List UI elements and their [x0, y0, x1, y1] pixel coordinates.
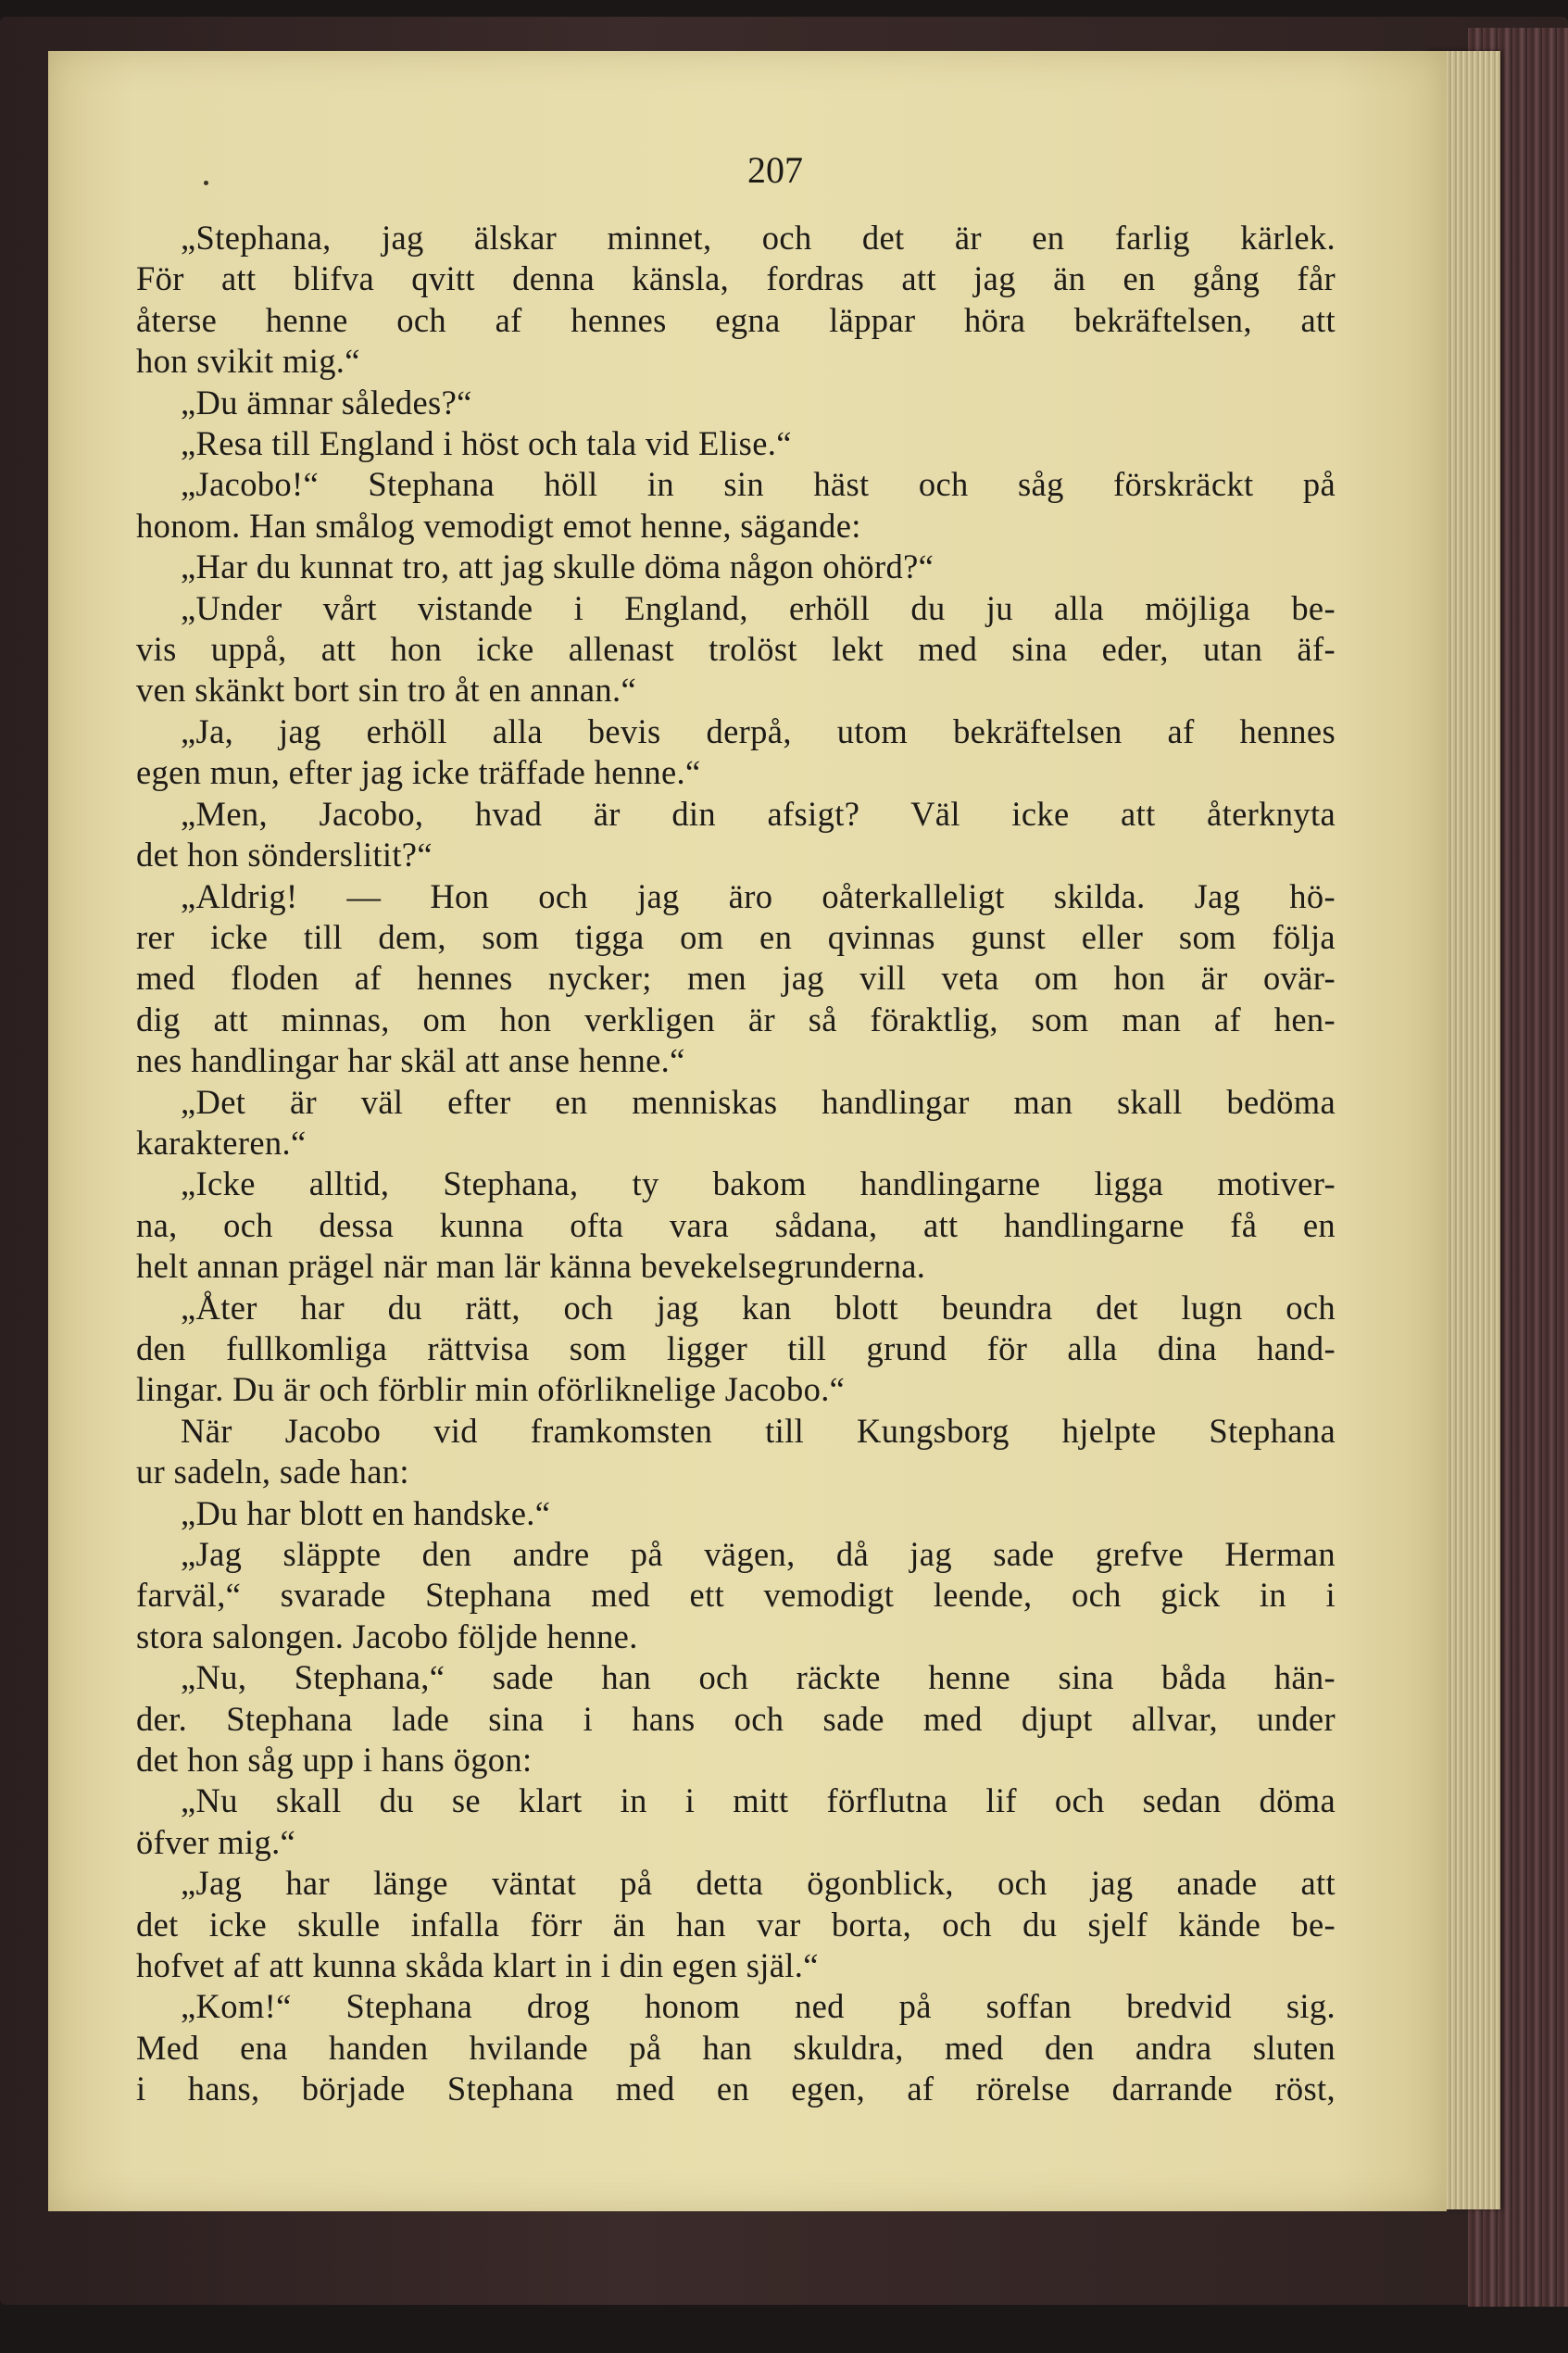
text-line: farväl,“ svarade Stephana med ett vemodigt leende, och gick in i	[136, 1576, 1336, 1615]
text-line: „Har du kunnat tro, att jag skulle döma någon ohörd?“	[181, 547, 935, 586]
text-line: „Det är väl efter en menniskas handlingar man skall bedöma	[181, 1082, 1336, 1121]
text-line: ur sadeln, sade han:	[136, 1453, 409, 1491]
text-line: återse henne och af hennes egna läppar höra bekräftelsen, att	[136, 300, 1336, 339]
text-line: helt annan prägel när man lär känna bevekelsegrunderna.	[136, 1247, 926, 1286]
text-line: det icke skulle infalla förr än han var borta, och du sjelf kände be-	[136, 1905, 1336, 1944]
text-line: „Jag har länge väntat på detta ögonblick, och jag anade att	[181, 1864, 1336, 1903]
text-line: der. Stephana lade sina i hans och sade med djupt allvar, under	[136, 1699, 1336, 1738]
text-line: „Resa till England i höst och tala vid Elise.“	[181, 424, 792, 463]
text-line: „Åter har du rätt, och jag kan blott beundra det lugn och	[181, 1288, 1336, 1327]
text-line: „Nu, Stephana,“ sade han och räckte henne sina båda hän-	[181, 1658, 1336, 1697]
text-line: „Kom!“ Stephana drog honom ned på soffan bredvid sig.	[181, 1987, 1336, 2026]
text-line: „Stephana, jag älskar minnet, och det är en farlig kärlek.	[181, 219, 1336, 257]
text-line: När Jacobo vid framkomsten till Kungsborg hjelpte Stephana	[181, 1411, 1336, 1450]
text-line: med floden af hennes nycker; men jag vill veta om hon är ovär-	[136, 959, 1336, 998]
body-text	[136, 218, 1336, 2110]
text-line: nes handlingar har skäl att anse henne.“	[136, 1041, 685, 1080]
text-line: hofvet af att kunna skåda klart in i din egen själ.“	[136, 1946, 819, 1985]
text-line: det hon sönderslitit?“	[136, 836, 433, 875]
text-line: Med ena handen hvilande på han skuldra, med den andra sluten	[136, 2028, 1336, 2067]
text-line: honom. Han smålog vemodigt emot henne, sägande:	[136, 506, 861, 545]
text-line: „Nu skall du se klart in i mitt förflutna lif och sedan döma	[181, 1781, 1336, 1820]
text-line: dig att minnas, om hon verkligen är så föraktlig, som man af hen-	[136, 1000, 1336, 1038]
text-line: „Under vårt vistande i England, erhöll du ju alla möjliga be-	[181, 588, 1336, 627]
text-line: na, och dessa kunna ofta vara sådana, att handlingarne få en	[136, 1205, 1336, 1244]
text-line: För att blifva qvitt denna känsla, fordras att jag än en gång får	[136, 259, 1336, 298]
text-line: „Jag släppte den andre på vägen, då jag sade grefve Herman	[181, 1535, 1336, 1573]
page-number: 207	[747, 149, 803, 191]
text-line: „Du har blott en handske.“	[181, 1493, 551, 1532]
text-line: rer icke till dem, som tigga om en qvinnas gunst eller som följa	[136, 917, 1336, 956]
text-line: „Jacobo!“ Stephana höll in sin häst och såg förskräckt på	[181, 465, 1336, 504]
text-line: karakteren.“	[136, 1123, 307, 1162]
book-page	[48, 51, 1447, 2211]
text-line: egen mun, efter jag icke träffade henne.“	[136, 753, 701, 792]
text-line: „Aldrig! — Hon och jag äro oåterkalleligt skilda. Jag hö-	[181, 876, 1336, 915]
text-line: öfver mig.“	[136, 1822, 296, 1861]
text-line: stora salongen. Jacobo följde henne.	[136, 1617, 638, 1655]
text-line: „Men, Jacobo, hvad är din afsigt? Väl icke att återknyta	[181, 794, 1336, 833]
text-line: i hans, började Stephana med en egen, af rörelse darrande röst,	[136, 2070, 1336, 2108]
text-line: hon svikit mig.“	[136, 342, 360, 381]
text-line: „Ja, jag erhöll alla bevis derpå, utom bekräftelsen af hennes	[181, 711, 1336, 750]
text-line: vis uppå, att hon icke allenast trolöst lekt med sina eder, utan äf-	[136, 630, 1336, 669]
text-line: det hon såg upp i hans ögon:	[136, 1741, 533, 1780]
text-line: ven skänkt bort sin tro åt en annan.“	[136, 671, 637, 710]
text-line: „Icke alltid, Stephana, ty bakom handlingarne ligga motiver-	[181, 1164, 1336, 1203]
text-line: „Du ämnar således?“	[181, 383, 472, 422]
text-line: den fullkomliga rättvisa som ligger till grund för alla dina hand-	[136, 1328, 1336, 1367]
ink-speck	[204, 181, 208, 185]
text-line: lingar. Du är och förblir min oförliknelige Jacobo.“	[136, 1370, 846, 1409]
